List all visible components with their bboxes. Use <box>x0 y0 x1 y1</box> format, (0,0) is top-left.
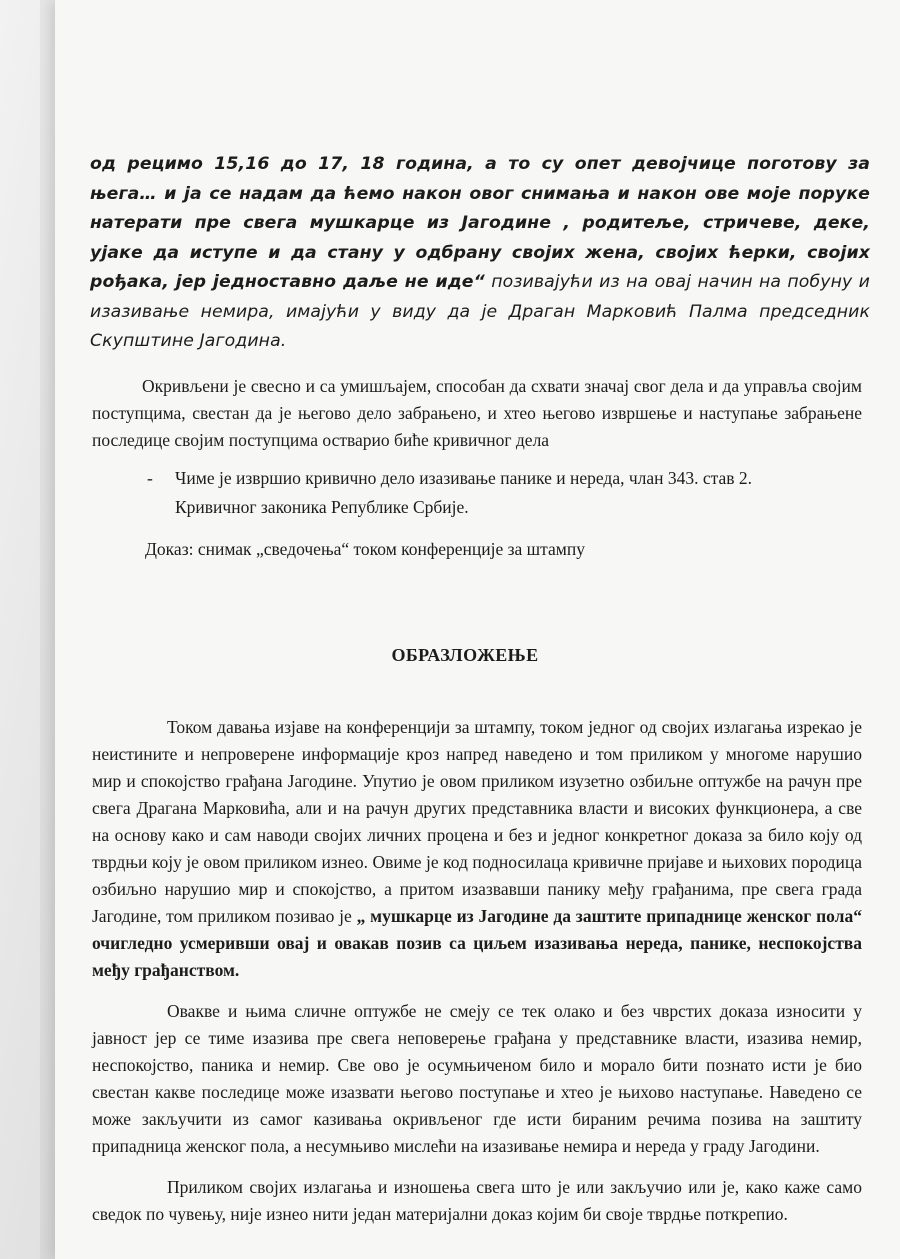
reasoning-p1-text: Током давања изјаве на конференцији за штампу, током једног од својих излагања изрекао је неистините и непроверене информације кроз напред наведено и том приликом у многоме нарушио мир и спокојство грађана Јагодине. Упутио је овом приликом изузетно озбиљне оптужбе на рачун пре свега Драгана Марковића, али и на рачун других представника власти и високих функционера, а све на основу како и сам наводи својих личних процена и без и једног конкретног доказа за било коју од тврдњи коју је овом приликом изнео. Овиме је код подносилаца кривичне пријаве и њихових породица озбиљно нарушио мир и спокојство, а притом изазвавши панику међу грађанима, пре свега града Јагодине, том приликом позивао је <box>92 716 862 926</box>
list-item-text: Чиме је извршио кривично дело изазивање панике и нереда, члан 343. став 2. Кривичног законика Републике Србије. <box>175 467 753 517</box>
paragraph-intent: Окривљени је свесно и са умишљајем, способан да схвати значај свог дела и да управља својим поступцима, свестан да је његово дело забрањено, и хтео његово извршење и наступање забрањене последице својим поступцима остварио биће кривичног дела <box>92 375 862 450</box>
quote-bold-text: од рецимо 15,16 до 17, 18 година, а то су опет девојчице поготову за њега… и ја се надам да ћемо након овог снимања и након ове моје поруке натерати пре свега мушкарце из Јагодине , родитеље, стричеве, деке, ујаке да иступе и да стану у одбрану својих жена, својих ћерки, својих рођака, јер једноставно даље не иде“ <box>90 154 870 292</box>
document-page <box>70 140 870 1228</box>
evidence-line: Доказ: снимак „сведочења“ током конференције за штампу <box>145 538 585 559</box>
quoted-statement <box>90 150 870 357</box>
list-dash: - <box>147 467 153 488</box>
reasoning-p1-bold: „ мушкарце из Јагодине да заштите припаднице женског пола“ очигледно усмеривши овај и овакав позив са циљем изазивања нереда, панике, неспокојства међу грађанством. <box>92 905 862 980</box>
reasoning-paragraph-2: Овакве и њима сличне оптужбе не смеју се тек олако и без чврстих доказа износити у јавност јер се тиме изазива пре свега неповерење грађана у представнике власти, изазива немир, неспокојство, паника и немир. Све ово је осумњиченом било и морало бити познато исти је био свестан какве последице може изазвати његово поступање и хтео је њихово наступање. Наведено се може закључити из самог казивања окривљеног где исти бираним речима позива на заштиту припадница женског пола, а несумњиво мислећи на изазивање немира и нереда у граду Јагодини. <box>92 1000 862 1156</box>
section-heading: ОБРАЗЛОЖЕЊЕ <box>391 644 539 665</box>
reasoning-paragraph-3: Приликом својих излагања и изношења свега што је или закључио или је, како каже само сведок по чувењу, није изнео нити један материјални доказ којим би своје тврдње поткрепио. <box>92 1176 862 1224</box>
quote-regular-text: позивајући из на овај начин на побуну и изазивање немира, имајући у виду да је Драган Марковић Палма председник Скупштине Јагодина. <box>90 272 870 351</box>
list-item-offense <box>147 464 795 522</box>
reasoning-paragraph-1 <box>92 714 862 984</box>
